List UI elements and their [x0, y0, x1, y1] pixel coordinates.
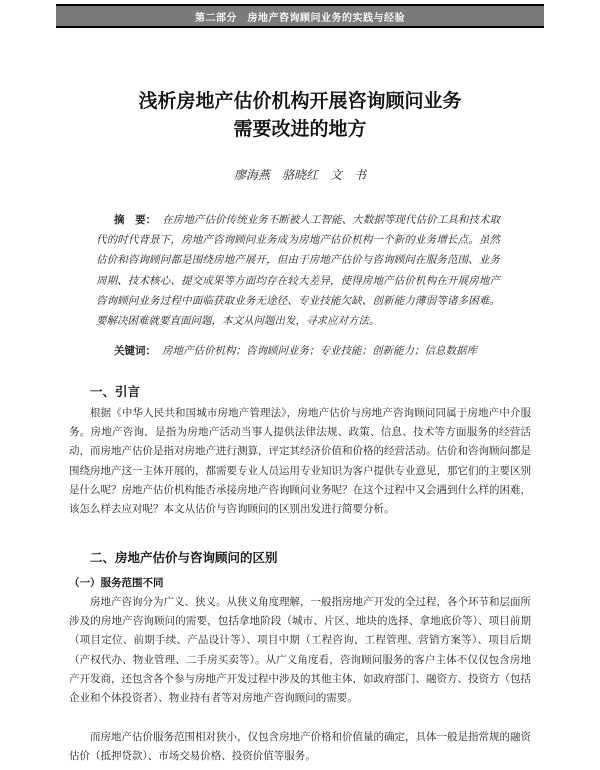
- running-header: [56, 4, 544, 28]
- section-heading-differences: 二、房地产估价与咨询顾问的区别: [90, 550, 278, 565]
- keywords-label: 关键词：: [114, 345, 156, 357]
- section-heading-introduction: 一、引言: [90, 384, 141, 399]
- keywords: [96, 342, 516, 360]
- subsection-heading-service-scope: （一）服务范围不同: [69, 577, 164, 589]
- authors: 廖海燕 骆晓红 文 书: [233, 168, 366, 182]
- introduction-paragraph: 根据《中华人民共和国城市房地产管理法》，房地产估价与房地产咨询顾问同属于房地产中介服务。房地产咨询，是指为房地产活动当事人提供法律法规、政策、信息、技术等方面服务的经营活动，而房地产估价是指对房地产进行测算，评定其经济价值和价格的经营活动。估价和咨询顾问都是围绕房地产这一主体开展的，都需要专业人员运用专业知识为客户提供专业意见，那它们的主要区别是什么呢？房地产估价机构能否承接房地产咨询顾问业务呢？在这个过程中又会遇到什么样的困难，该怎么样去应对呢？本文从估价与咨询顾问的区别出发进行简要分析。: [69, 407, 531, 516]
- keywords-text: 房地产估价机构；咨询顾问业务；专业技能；创新能力；信息数据库: [162, 345, 477, 357]
- article-title-line2: 需要改进的地方: [233, 118, 367, 140]
- article-title-line1: 浅析房地产估价机构开展咨询顾问业务: [138, 90, 462, 112]
- service-scope-paragraph-1: 房地产咨询分为广义、狭义。从狭义角度理解，一般指房地产开发的全过程，各个环节和层面所涉及的房地产咨询顾问的需要，包括拿地阶段（城市、片区、地块的选择、拿地底价等）、项目前期（项目定位、前期手续、产品设计等）、项目中期（工程咨询、工程管理、营销方案等）、项目后期（产权代办、物业管理、二手房买卖等）。从广义角度看，咨询顾问服务的客户主体不仅仅包含房地产开发商，还包含各个参与房地产开发过程中涉及的其他主体，如政府部门、融资方、投资方（包括企业和个体投资者）、物业持有者等对房地产咨询顾问的需要。: [69, 596, 531, 705]
- abstract-label: 摘 要：: [114, 214, 157, 226]
- service-scope-paragraph-2: 而房地产估价服务范围相对狭小，仅包含房地产价格和价值量的确定，具体一般是指常规的融资估价（抵押贷款）、市场交易价格、投资价值等服务。: [69, 731, 531, 763]
- abstract-text: 在房地产估价传统业务不断被人工智能、大数据等现代估价工具和技术取代的时代背景下，房地产咨询顾问业务成为房地产估价机构一个新的业务增长点。虽然估价和咨询顾问都是围绕房地产展开，但由于房地产估价与咨询顾问在服务范围、业务周期、技术核心、提交成果等方面均存在较大差异，使得房地产估价机构在开展房地产咨询顾问业务过程中面临获取业务无途径、专业技能欠缺、创新能力薄弱等诸多困难。要解决困难就要直面问题，本文从问题出发，寻求应对方法。: [96, 214, 501, 328]
- abstract: [96, 210, 500, 331]
- running-title: 第二部分 房地产咨询顾问业务的实践与经验: [195, 12, 405, 24]
